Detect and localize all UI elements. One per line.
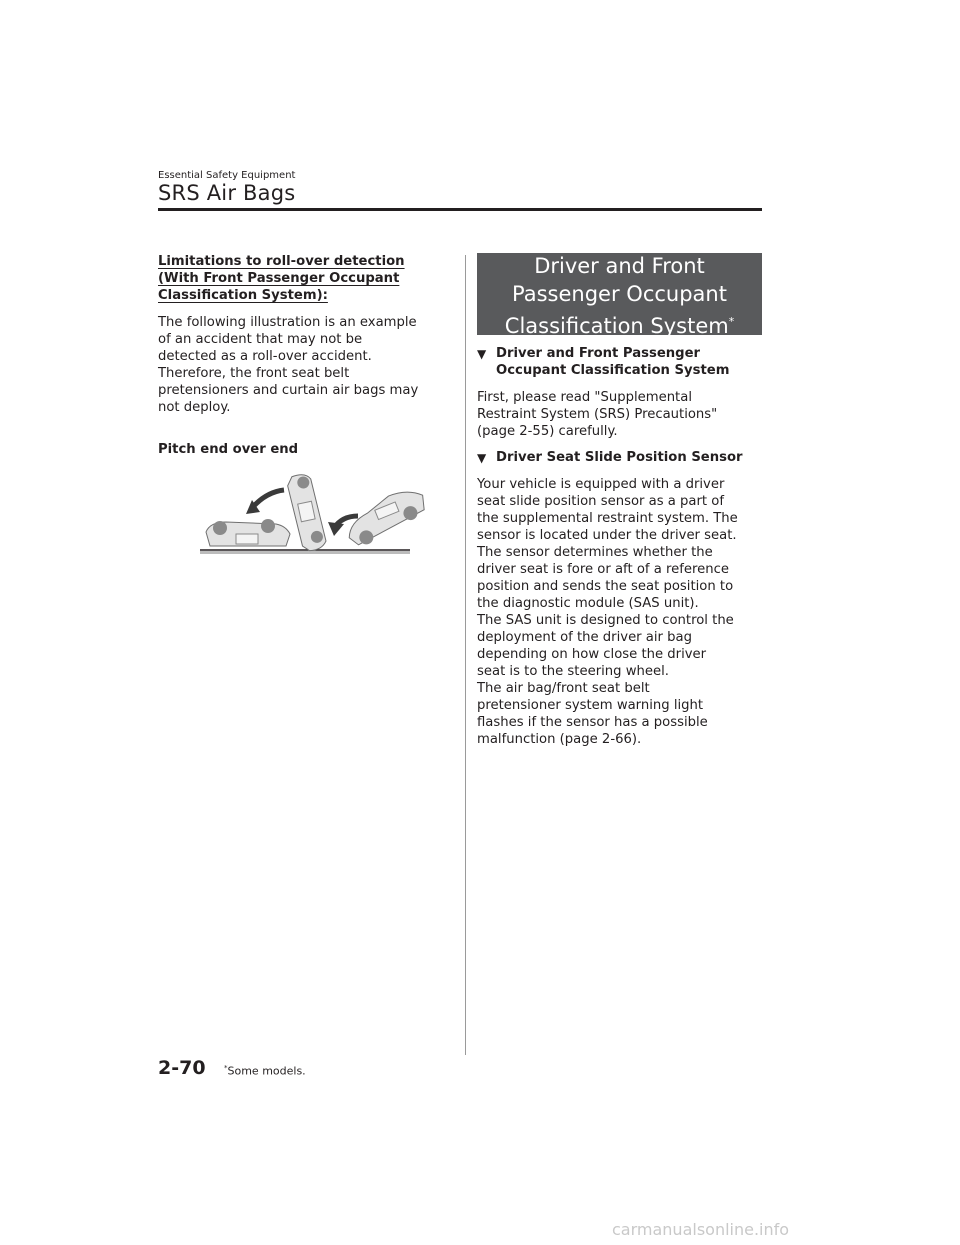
column-divider — [465, 255, 466, 1055]
page-title: SRS Air Bags — [158, 181, 296, 205]
footnote — [224, 1064, 306, 1078]
seat-slide-sensor-paragraph: Your vehicle is equipped with a driver seat slide position sensor as a part of the supplemental restraint system. The sensor is located under the driver seat. The sensor determines whether the driver seat is fore or aft of a reference position and sends the seat position to the diagnostic module (SAS unit). The SAS unit is designed to control the deployment of the driver air bag depending on how close the driver seat is to the steering wheel. The air bag/front seat belt pretensioner system warning light flashes if the sensor has a possible malfunction (page 2-66). — [477, 477, 738, 747]
left-column — [158, 253, 453, 457]
banner-line: Passenger Occupant — [512, 281, 727, 306]
page-number: 2-70 — [158, 1057, 206, 1079]
triangle-icon: ▼ — [477, 451, 487, 465]
section-label: Essential Safety Equipment — [158, 170, 296, 181]
banner-line: Driver and Front — [534, 254, 705, 278]
subheading-text: Driver and Front Passenger Occupant Classification System — [496, 346, 730, 378]
header-rule — [158, 208, 762, 211]
triangle-icon: ▼ — [477, 347, 487, 361]
subheading-seat-slide-sensor — [477, 449, 767, 466]
subheading-occupant-classification — [477, 345, 767, 379]
subheading-text: Driver Seat Slide Position Sensor — [496, 450, 743, 465]
some-models-mark: * — [728, 315, 735, 328]
heading-line: Limitations to roll-over detection — [158, 254, 405, 269]
car-pitch-end-over-end-illustration — [196, 470, 428, 558]
roll-over-paragraph: The following illustration is an example of an accident that may not be detected as a roll-over accident. Therefore, the front seat belt pretensioners and curtain air bags may not deploy. — [158, 315, 419, 415]
occupant-classification-paragraph: First, please read "Supplemental Restraint System (SRS) Precautions" (page 2-55) carefully. — [477, 390, 718, 439]
heading-line: (With Front Passenger Occupant — [158, 271, 400, 286]
watermark: carmanualsonline.info — [612, 1220, 790, 1239]
heading-line: Classification System): — [158, 288, 328, 303]
pitch-label: Pitch end over end — [158, 442, 299, 457]
footnote-text: Some models. — [227, 1064, 306, 1078]
roll-over-limitations-heading — [158, 253, 453, 304]
banner-line-3 — [477, 308, 762, 341]
occupant-classification-banner — [477, 253, 762, 338]
banner-line: Classification System — [504, 314, 729, 338]
right-column — [477, 345, 767, 748]
footnote-mark: * — [224, 1064, 228, 1072]
